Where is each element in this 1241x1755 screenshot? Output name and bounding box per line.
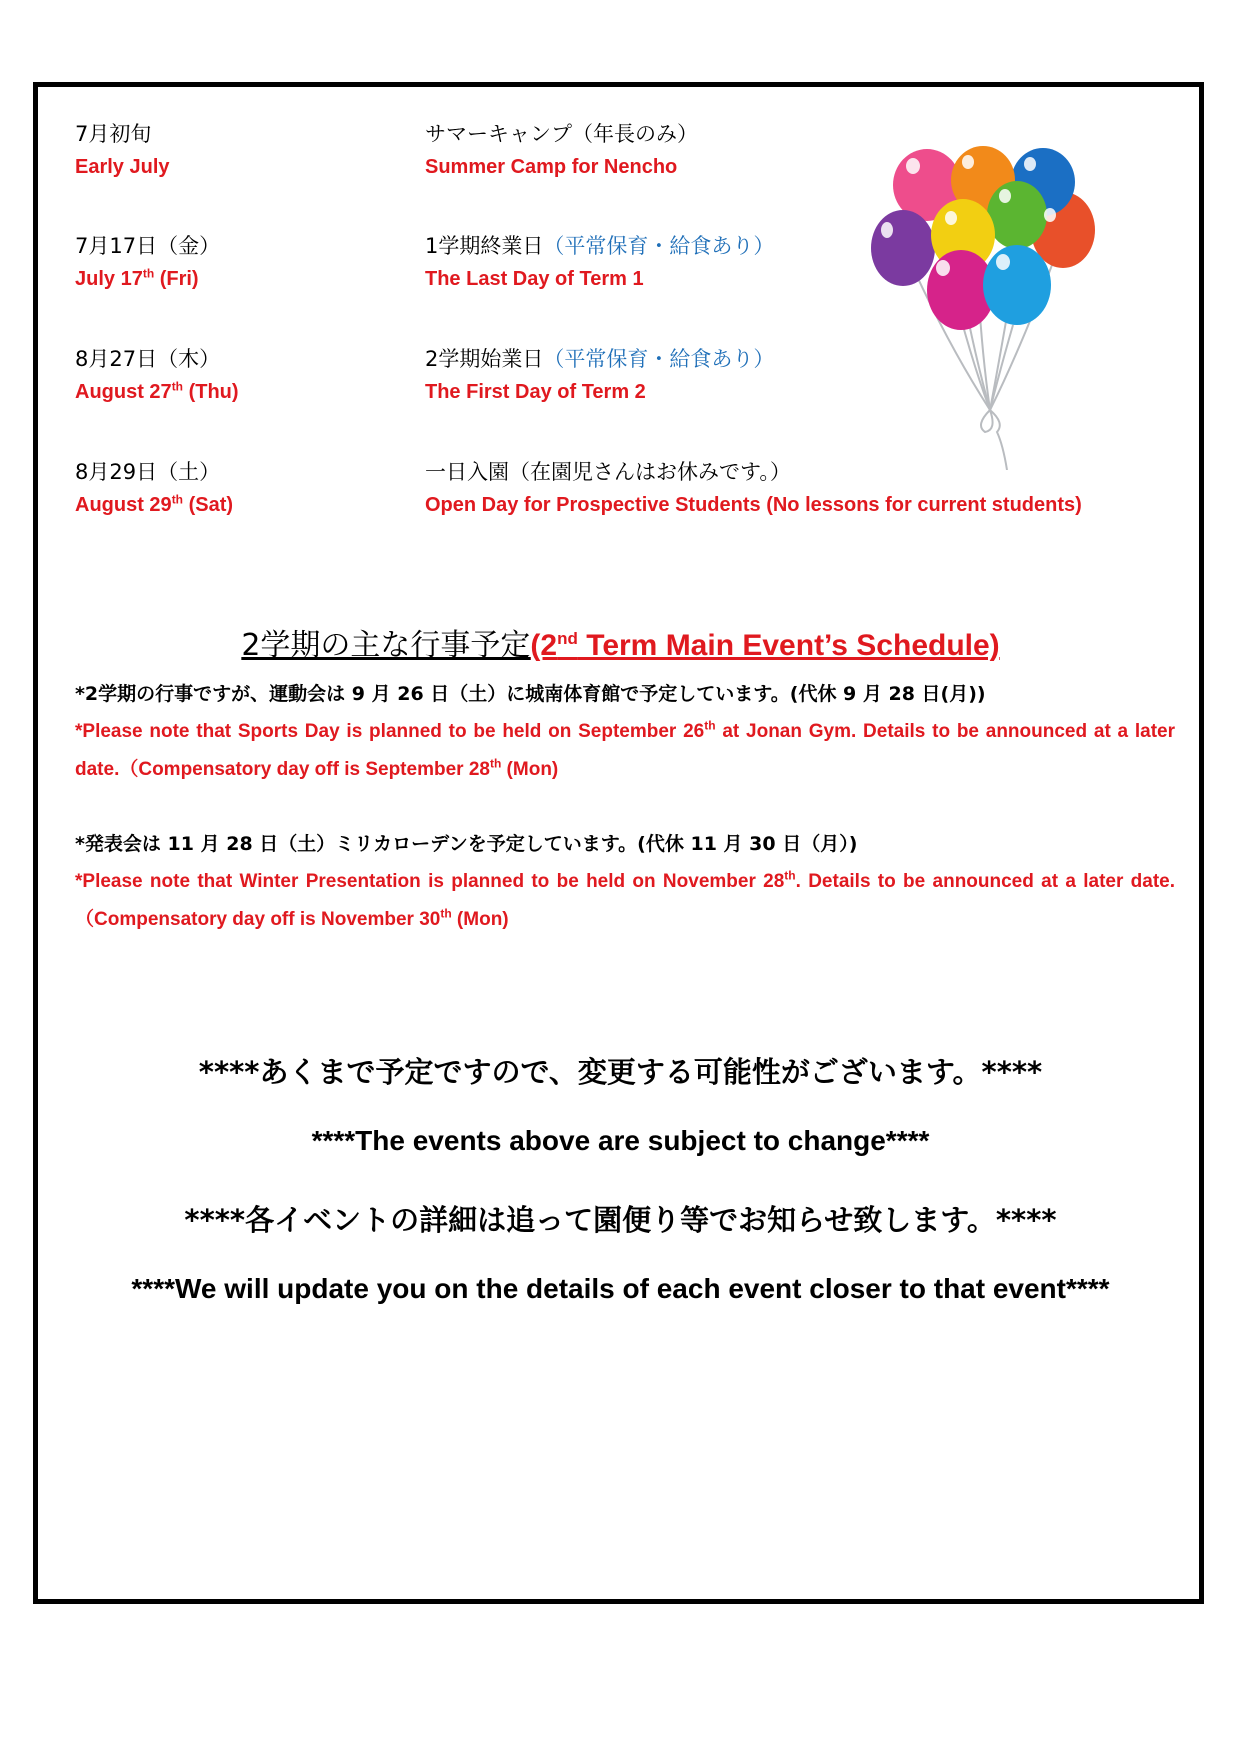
- balloon: [983, 245, 1051, 325]
- event-en: The Last Day of Term 1: [425, 268, 644, 290]
- sports-day-en: *Please note that Sports Day is planned to be held on September 26th at Jonan Gym. Details to be announced at a later date.（Compensatory day off is September 28th (Mon): [75, 718, 1176, 780]
- event-en: Open Day for Prospective Students (No lessons for current students): [425, 494, 1082, 516]
- event-jp: 一日入園（在園児さんはお休みです。）: [425, 460, 791, 484]
- date-jp: 7月初旬: [75, 122, 152, 146]
- notice-en-change: ****The events above are subject to change****: [311, 1125, 930, 1156]
- date-jp: 8月29日（土）: [75, 460, 221, 484]
- notice-jp-details: ****各イベントの詳細は追って園便り等でお知らせ致します。****: [184, 1203, 1057, 1237]
- date-en: July 17th (Fri): [75, 266, 199, 290]
- event-jp: サマーキャンプ（年長のみ）: [425, 122, 698, 146]
- presentation-jp: *発表会は 11 月 28 日（土）ミリカローデンを予定しています。(代休 11 月 30 日（月）): [75, 833, 858, 855]
- section-heading: 2学期の主な行事予定(2nd Term Main Event’s Schedule): [241, 628, 1000, 663]
- presentation-note: [75, 825, 1175, 939]
- event-en: The First Day of Term 2: [425, 381, 646, 403]
- sports-day-jp: *2学期の行事ですが、運動会は 9 月 26 日（土）に城南体育館で予定しています。(代休 9 月 28 日(月)): [75, 683, 986, 705]
- notice-en-details: ****We will update you on the details of each event closer to that event****: [131, 1273, 1110, 1304]
- notice-jp-change: ****あくまで予定ですので、変更する可能性がございます。****: [198, 1055, 1043, 1089]
- date-en: August 29th (Sat): [75, 492, 234, 516]
- date-en: August 27th (Thu): [75, 379, 239, 403]
- presentation-en: *Please note that Winter Presentation is planned to be held on November 28th. Details to be announced at a later date.（Compensatory day off is November 30th (Mon): [75, 868, 1175, 930]
- date-jp: 7月17日（金）: [75, 234, 221, 258]
- date-en: Early July: [75, 156, 170, 178]
- balloons-illustration: [865, 140, 1115, 470]
- sports-day-note: [75, 675, 1175, 789]
- event-jp: 1学期終業日（平常保育・給食あり）: [425, 234, 775, 258]
- balloon: [871, 210, 935, 286]
- date-jp: 8月27日（木）: [75, 347, 221, 371]
- event-jp: 2学期始業日（平常保育・給食あり）: [425, 347, 775, 371]
- balloon: [987, 181, 1047, 249]
- event-en: Summer Camp for Nencho: [425, 156, 678, 178]
